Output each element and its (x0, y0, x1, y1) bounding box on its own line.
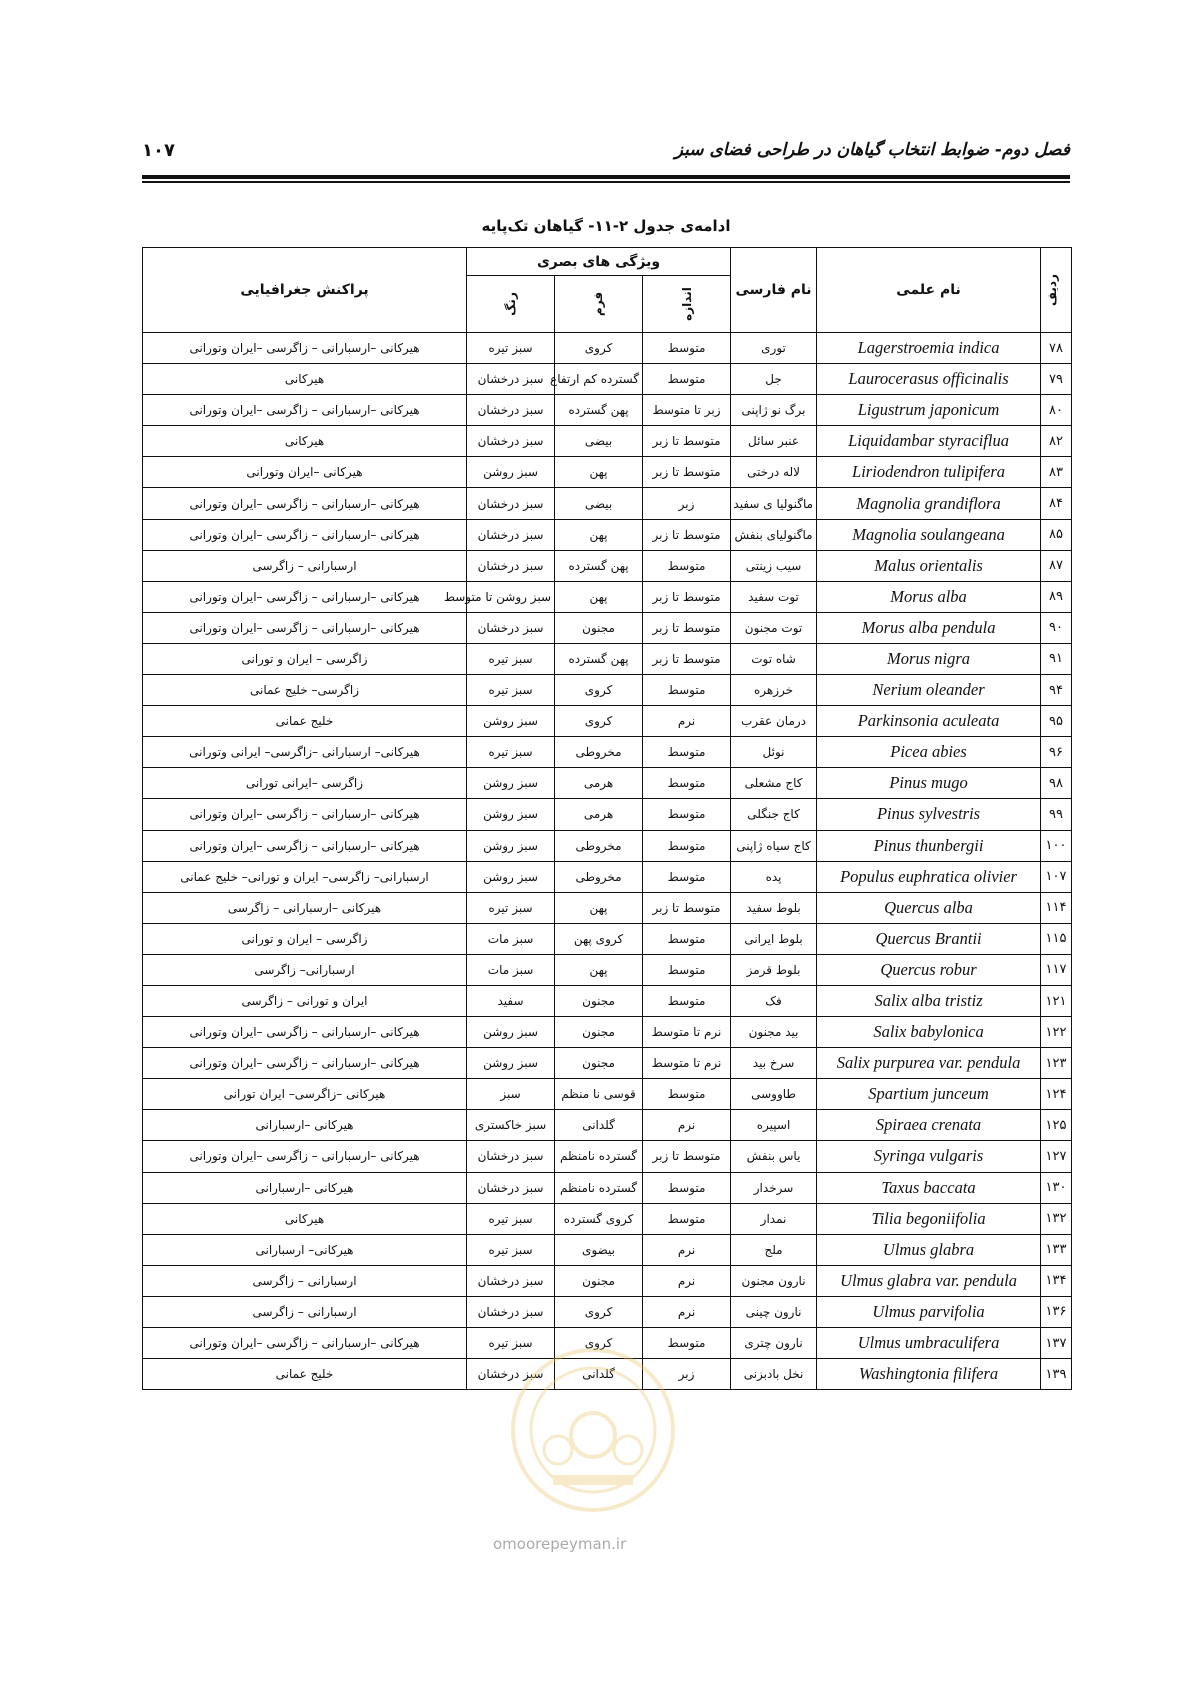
color-cell: سبز تیره (467, 675, 555, 706)
color-cell: سبز مات (467, 923, 555, 954)
persian-name-cell: بید مجنون (731, 1017, 817, 1048)
scientific-name-cell: Ulmus umbraculifera (817, 1328, 1041, 1359)
table-row (143, 581, 1072, 612)
size-cell: زبر (643, 488, 731, 519)
color-cell: سبز روشن (467, 1048, 555, 1079)
table-row (143, 1048, 1072, 1079)
distribution-cell: زاگرسی – ایران و تورانی (143, 923, 467, 954)
row-number-cell: ۹۱ (1041, 643, 1072, 674)
header-row-no: ردیف (1041, 248, 1072, 333)
size-cell: زبر تا متوسط (643, 395, 731, 426)
page-header (142, 140, 1070, 170)
row-number-cell: ۹۴ (1041, 675, 1072, 706)
form-cell: بیضی (555, 426, 643, 457)
distribution-cell: زاگرسی– خلیج عمانی (143, 675, 467, 706)
table-row (143, 737, 1072, 768)
distribution-cell: هیرکانی (143, 426, 467, 457)
persian-name-cell: سیب زینتی (731, 550, 817, 581)
persian-name-cell: لاله درختی (731, 457, 817, 488)
row-number-cell: ۷۹ (1041, 364, 1072, 395)
size-cell: متوسط (643, 1172, 731, 1203)
scientific-name-cell: Salix babylonica (817, 1017, 1041, 1048)
row-number-cell: ۱۳۳ (1041, 1234, 1072, 1265)
size-cell: متوسط (643, 737, 731, 768)
persian-name-cell: درمان عقرب (731, 706, 817, 737)
distribution-cell: هیرکانی –ارسبارانی – زاگرسی –ایران وتورانی (143, 799, 467, 830)
distribution-cell: خلیج عمانی (143, 706, 467, 737)
table-row (143, 768, 1072, 799)
distribution-cell: هیرکانی– ارسبارانی (143, 1234, 467, 1265)
form-cell: کروی گسترده (555, 1203, 643, 1234)
distribution-cell: هیرکانی –ارسبارانی – زاگرسی –ایران وتورانی (143, 519, 467, 550)
row-number-cell: ۱۲۳ (1041, 1048, 1072, 1079)
row-number-cell: ۱۳۰ (1041, 1172, 1072, 1203)
persian-name-cell: بلوط قرمز (731, 954, 817, 985)
scientific-name-cell: Populus euphratica olivier (817, 861, 1041, 892)
color-cell: سبز روشن (467, 706, 555, 737)
color-cell: سبز درخشان (467, 1359, 555, 1390)
row-number-cell: ۱۱۷ (1041, 954, 1072, 985)
distribution-cell: هیرکانی –ارسبارانی – زاگرسی –ایران وتورانی (143, 1141, 467, 1172)
distribution-cell: هیرکانی –ارسبارانی – زاگرسی –ایران وتورانی (143, 1328, 467, 1359)
form-cell: مخروطی (555, 861, 643, 892)
persian-name-cell: نخل بادبزنی (731, 1359, 817, 1390)
size-cell: متوسط تا زبر (643, 519, 731, 550)
scientific-name-cell: Spartium junceum (817, 1079, 1041, 1110)
row-number-cell: ۸۹ (1041, 581, 1072, 612)
distribution-cell: خلیج عمانی (143, 1359, 467, 1390)
distribution-cell: زاگرسی –ایرانی تورانی (143, 768, 467, 799)
row-number-cell: ۱۰۷ (1041, 861, 1072, 892)
chapter-title: فصل دوم- ضوابط انتخاب گیاهان در طراحی فضای سبز (674, 140, 1070, 160)
color-cell: سبز تیره (467, 1234, 555, 1265)
row-number-cell: ۷۸ (1041, 333, 1072, 364)
header-rule-thin (142, 181, 1070, 183)
table-row (143, 1141, 1072, 1172)
scientific-name-cell: Morus alba (817, 581, 1041, 612)
table-row (143, 830, 1072, 861)
distribution-cell: ارسبارانی – زاگرسی (143, 1296, 467, 1327)
table-row (143, 643, 1072, 674)
scientific-name-cell: Syringa vulgaris (817, 1141, 1041, 1172)
size-cell: متوسط تا زبر (643, 643, 731, 674)
size-cell: متوسط (643, 364, 731, 395)
color-cell: سبز درخشان (467, 1172, 555, 1203)
table-row (143, 457, 1072, 488)
form-cell: بیضوی (555, 1234, 643, 1265)
distribution-cell: هیرکانی –ارسبارانی – زاگرسی –ایران وتورانی (143, 395, 467, 426)
header-rule-thick (142, 175, 1070, 179)
table-row (143, 1328, 1072, 1359)
row-number-cell: ۸۰ (1041, 395, 1072, 426)
color-cell: سبز تیره (467, 892, 555, 923)
distribution-cell: هیرکانی– ارسبارانی –زاگرسی– ایرانی وتورانی (143, 737, 467, 768)
distribution-cell: هیرکانی –زاگرسی– ایران تورانی (143, 1079, 467, 1110)
size-cell: متوسط تا زبر (643, 457, 731, 488)
scientific-name-cell: Lagerstroemia indica (817, 333, 1041, 364)
form-cell: مجنون (555, 985, 643, 1016)
page-number: ۱۰۷ (142, 140, 175, 161)
form-cell: کروی (555, 675, 643, 706)
table-row (143, 985, 1072, 1016)
size-cell: متوسط (643, 768, 731, 799)
row-number-cell: ۱۰۰ (1041, 830, 1072, 861)
persian-name-cell: کاج جنگلی (731, 799, 817, 830)
form-cell: مخروطی (555, 737, 643, 768)
persian-name-cell: پده (731, 861, 817, 892)
persian-name-cell: اسپیره (731, 1110, 817, 1141)
color-cell: سبز تیره (467, 737, 555, 768)
distribution-cell: هیرکانی –ارسبارانی – زاگرسی (143, 892, 467, 923)
row-number-cell: ۱۲۴ (1041, 1079, 1072, 1110)
row-number-cell: ۸۲ (1041, 426, 1072, 457)
scientific-name-cell: Laurocerasus officinalis (817, 364, 1041, 395)
size-cell: متوسط تا زبر (643, 1141, 731, 1172)
size-cell: متوسط تا زبر (643, 612, 731, 643)
size-cell: متوسط (643, 1328, 731, 1359)
color-cell: سبز درخشان (467, 395, 555, 426)
scientific-name-cell: Magnolia grandiflora (817, 488, 1041, 519)
watermark-text: omoorepeyman.ir (493, 1535, 627, 1553)
distribution-cell: هیرکانی –ارسبارانی – زاگرسی –ایران وتورانی (143, 333, 467, 364)
size-cell: متوسط (643, 333, 731, 364)
row-number-cell: ۸۴ (1041, 488, 1072, 519)
table-row (143, 799, 1072, 830)
distribution-cell: هیرکانی –ارسبارانی – زاگرسی –ایران وتورانی (143, 830, 467, 861)
table-row (143, 488, 1072, 519)
row-number-cell: ۹۵ (1041, 706, 1072, 737)
size-cell: زبر (643, 1359, 731, 1390)
color-cell: سبز تیره (467, 333, 555, 364)
color-cell: سبز روشن (467, 830, 555, 861)
persian-name-cell: توت سفید (731, 581, 817, 612)
form-cell: کروی پهن (555, 923, 643, 954)
row-number-cell: ۹۹ (1041, 799, 1072, 830)
scientific-name-cell: Picea abies (817, 737, 1041, 768)
scientific-name-cell: Ulmus parvifolia (817, 1296, 1041, 1327)
scientific-name-cell: Pinus thunbergii (817, 830, 1041, 861)
header-color: رنگ (467, 276, 555, 333)
form-cell: مجنون (555, 1265, 643, 1296)
form-cell: مجنون (555, 1048, 643, 1079)
form-cell: قوسی نا منظم (555, 1079, 643, 1110)
persian-name-cell: بلوط ایرانی (731, 923, 817, 954)
persian-name-cell: نوئل (731, 737, 817, 768)
scientific-name-cell: Salix purpurea var. pendula (817, 1048, 1041, 1079)
color-cell: سبز روشن (467, 1017, 555, 1048)
form-cell: پهن (555, 954, 643, 985)
header-persian-name: نام فارسی (731, 248, 817, 333)
table-row (143, 954, 1072, 985)
scientific-name-cell: Spiraea crenata (817, 1110, 1041, 1141)
form-cell: کروی (555, 706, 643, 737)
form-cell: مخروطی (555, 830, 643, 861)
distribution-cell: هیرکانی –ایران وتورانی (143, 457, 467, 488)
plants-table (142, 247, 1072, 1390)
form-cell: پهن (555, 892, 643, 923)
color-cell: سبز درخشان (467, 1296, 555, 1327)
row-number-cell: ۹۸ (1041, 768, 1072, 799)
form-cell: پهن (555, 457, 643, 488)
row-number-cell: ۱۲۱ (1041, 985, 1072, 1016)
persian-name-cell: توری (731, 333, 817, 364)
distribution-cell: ایران و تورانی – زاگرسی (143, 985, 467, 1016)
distribution-cell: هیرکانی –ارسبارانی (143, 1172, 467, 1203)
table-row (143, 675, 1072, 706)
distribution-cell: زاگرسی – ایران و تورانی (143, 643, 467, 674)
persian-name-cell: یاس بنفش (731, 1141, 817, 1172)
size-cell: نرم (643, 1234, 731, 1265)
row-number-cell: ۱۲۷ (1041, 1141, 1072, 1172)
color-cell: سبز روشن (467, 861, 555, 892)
row-number-cell: ۸۳ (1041, 457, 1072, 488)
color-cell: سبز مات (467, 954, 555, 985)
size-cell: متوسط (643, 1203, 731, 1234)
scientific-name-cell: Quercus Brantii (817, 923, 1041, 954)
color-cell: سبز درخشان (467, 519, 555, 550)
row-number-cell: ۹۶ (1041, 737, 1072, 768)
scientific-name-cell: Malus orientalis (817, 550, 1041, 581)
persian-name-cell: بلوط سفید (731, 892, 817, 923)
table-row (143, 923, 1072, 954)
color-cell: سبز روشن (467, 799, 555, 830)
header-distribution: پراکنش جغرافیایی (143, 248, 467, 333)
color-cell: سبز روشن (467, 457, 555, 488)
table-row (143, 1234, 1072, 1265)
size-cell: نرم تا متوسط (643, 1048, 731, 1079)
color-cell: سبز تیره (467, 1328, 555, 1359)
form-cell: کروی (555, 333, 643, 364)
form-cell: کروی (555, 1328, 643, 1359)
distribution-cell: هیرکانی (143, 1203, 467, 1234)
persian-name-cell: خرزهره (731, 675, 817, 706)
size-cell: نرم (643, 1265, 731, 1296)
header-scientific-name: نام علمی (817, 248, 1041, 333)
size-cell: نرم تا متوسط (643, 1017, 731, 1048)
row-number-cell: ۸۷ (1041, 550, 1072, 581)
scientific-name-cell: Pinus sylvestris (817, 799, 1041, 830)
scientific-name-cell: Liquidambar styraciflua (817, 426, 1041, 457)
color-cell: سبز (467, 1079, 555, 1110)
table-row (143, 333, 1072, 364)
distribution-cell: ارسبارانی – زاگرسی (143, 1265, 467, 1296)
scientific-name-cell: Morus alba pendula (817, 612, 1041, 643)
table-row (143, 1017, 1072, 1048)
form-cell: هرمی (555, 768, 643, 799)
form-cell: گسترده نامنظم (555, 1141, 643, 1172)
distribution-cell: ارسبارانی– زاگرسی (143, 954, 467, 985)
scientific-name-cell: Ulmus glabra (817, 1234, 1041, 1265)
persian-name-cell: فک (731, 985, 817, 1016)
size-cell: متوسط تا زبر (643, 892, 731, 923)
persian-name-cell: نارون مجنون (731, 1265, 817, 1296)
form-cell: پهن (555, 581, 643, 612)
form-cell: بیضی (555, 488, 643, 519)
table-row (143, 1265, 1072, 1296)
table-row (143, 1359, 1072, 1390)
table-row (143, 364, 1072, 395)
color-cell: سبز روشن تا متوسط (467, 581, 555, 612)
form-cell: پهن گسترده (555, 643, 643, 674)
row-number-cell: ۹۰ (1041, 612, 1072, 643)
color-cell: سبز درخشان (467, 1265, 555, 1296)
color-cell: سفید (467, 985, 555, 1016)
table-row (143, 612, 1072, 643)
color-cell: سبز درخشان (467, 364, 555, 395)
table-body (143, 333, 1072, 1390)
size-cell: متوسط (643, 830, 731, 861)
scientific-name-cell: Taxus baccata (817, 1172, 1041, 1203)
form-cell: هرمی (555, 799, 643, 830)
row-number-cell: ۱۳۷ (1041, 1328, 1072, 1359)
scientific-name-cell: Quercus robur (817, 954, 1041, 985)
persian-name-cell: سرخ بید (731, 1048, 817, 1079)
persian-name-cell: کاج مشعلی (731, 768, 817, 799)
scientific-name-cell: Washingtonia filifera (817, 1359, 1041, 1390)
row-number-cell: ۱۲۵ (1041, 1110, 1072, 1141)
persian-name-cell: شاه توت (731, 643, 817, 674)
row-number-cell: ۱۱۵ (1041, 923, 1072, 954)
color-cell: سبز خاکستری (467, 1110, 555, 1141)
persian-name-cell: برگ نو ژاپنی (731, 395, 817, 426)
form-cell: گسترده نامنظم (555, 1172, 643, 1203)
header-form: فرم (555, 276, 643, 333)
scientific-name-cell: Liriodendron tulipifera (817, 457, 1041, 488)
color-cell: سبز درخشان (467, 488, 555, 519)
distribution-cell: ارسبارانی– زاگرسی– ایران و تورانی– خلیج عمانی (143, 861, 467, 892)
size-cell: نرم (643, 706, 731, 737)
table-row (143, 1079, 1072, 1110)
color-cell: سبز روشن (467, 768, 555, 799)
distribution-cell: هیرکانی –ارسبارانی – زاگرسی –ایران وتورانی (143, 581, 467, 612)
distribution-cell: هیرکانی –ارسبارانی – زاگرسی –ایران وتورانی (143, 1017, 467, 1048)
persian-name-cell: جل (731, 364, 817, 395)
table-caption: ادامه‌ی جدول ۲-۱۱- گیاهان تک‌پایه (481, 217, 731, 235)
persian-name-cell: ماگنولیا ی سفید (731, 488, 817, 519)
color-cell: سبز درخشان (467, 550, 555, 581)
table-row (143, 1172, 1072, 1203)
scientific-name-cell: Ligustrum japonicum (817, 395, 1041, 426)
scientific-name-cell: Ulmus glabra var. pendula (817, 1265, 1041, 1296)
form-cell: گسترده کم ارتفاع (555, 364, 643, 395)
size-cell: متوسط (643, 675, 731, 706)
distribution-cell: هیرکانی –ارسبارانی – زاگرسی –ایران وتورانی (143, 488, 467, 519)
form-cell: کروی (555, 1296, 643, 1327)
table-row (143, 395, 1072, 426)
size-cell: نرم (643, 1296, 731, 1327)
persian-name-cell: نمدار (731, 1203, 817, 1234)
table-row (143, 861, 1072, 892)
persian-name-cell: ماگنولیای بنفش (731, 519, 817, 550)
scientific-name-cell: Tilia begoniifolia (817, 1203, 1041, 1234)
table-row (143, 519, 1072, 550)
distribution-cell: هیرکانی –ارسبارانی – زاگرسی –ایران وتورانی (143, 612, 467, 643)
persian-name-cell: عنبر سائل (731, 426, 817, 457)
size-cell: متوسط تا زبر (643, 426, 731, 457)
form-cell: گلدانی (555, 1110, 643, 1141)
persian-name-cell: توت مجنون (731, 612, 817, 643)
table-row (143, 1296, 1072, 1327)
row-number-cell: ۸۵ (1041, 519, 1072, 550)
row-number-cell: ۱۳۹ (1041, 1359, 1072, 1390)
form-cell: مجنون (555, 1017, 643, 1048)
persian-name-cell: کاج سیاه ژاپنی (731, 830, 817, 861)
scientific-name-cell: Magnolia soulangeana (817, 519, 1041, 550)
row-number-cell: ۱۲۲ (1041, 1017, 1072, 1048)
row-number-cell: ۱۳۲ (1041, 1203, 1072, 1234)
color-cell: سبز درخشان (467, 1141, 555, 1172)
form-cell: پهن گسترده (555, 550, 643, 581)
form-cell: پهن گسترده (555, 395, 643, 426)
scientific-name-cell: Quercus alba (817, 892, 1041, 923)
form-cell: مجنون (555, 612, 643, 643)
form-cell: پهن (555, 519, 643, 550)
row-number-cell: ۱۳۶ (1041, 1296, 1072, 1327)
persian-name-cell: طاووسی (731, 1079, 817, 1110)
scientific-name-cell: Pinus mugo (817, 768, 1041, 799)
color-cell: سبز درخشان (467, 612, 555, 643)
scientific-name-cell: Nerium oleander (817, 675, 1041, 706)
table-row (143, 706, 1072, 737)
size-cell: متوسط (643, 954, 731, 985)
persian-name-cell: نارون چینی (731, 1296, 817, 1327)
size-cell: متوسط (643, 861, 731, 892)
table-row (143, 892, 1072, 923)
header-visual-features: ویژگی های بصری (467, 248, 731, 276)
size-cell: متوسط (643, 799, 731, 830)
table-row (143, 1203, 1072, 1234)
scientific-name-cell: Parkinsonia aculeata (817, 706, 1041, 737)
size-cell: نرم (643, 1110, 731, 1141)
scientific-name-cell: Morus nigra (817, 643, 1041, 674)
persian-name-cell: سرخدار (731, 1172, 817, 1203)
row-number-cell: ۱۱۴ (1041, 892, 1072, 923)
scientific-name-cell: Salix alba tristiz (817, 985, 1041, 1016)
persian-name-cell: نارون چتری (731, 1328, 817, 1359)
size-cell: متوسط (643, 923, 731, 954)
header-size: اندازه (643, 276, 731, 333)
distribution-cell: هیرکانی (143, 364, 467, 395)
persian-name-cell: ملج (731, 1234, 817, 1265)
distribution-cell: هیرکانی –ارسبارانی – زاگرسی –ایران وتورانی (143, 1048, 467, 1079)
distribution-cell: هیرکانی –ارسبارانی (143, 1110, 467, 1141)
size-cell: متوسط تا زبر (643, 581, 731, 612)
size-cell: متوسط (643, 550, 731, 581)
color-cell: سبز تیره (467, 1203, 555, 1234)
size-cell: متوسط (643, 985, 731, 1016)
form-cell: گلدانی (555, 1359, 643, 1390)
table-row (143, 426, 1072, 457)
table-row (143, 1110, 1072, 1141)
color-cell: سبز درخشان (467, 426, 555, 457)
table-row (143, 550, 1072, 581)
row-number-cell: ۱۳۴ (1041, 1265, 1072, 1296)
distribution-cell: ارسبارانی – زاگرسی (143, 550, 467, 581)
size-cell: متوسط (643, 1079, 731, 1110)
color-cell: سبز تیره (467, 643, 555, 674)
